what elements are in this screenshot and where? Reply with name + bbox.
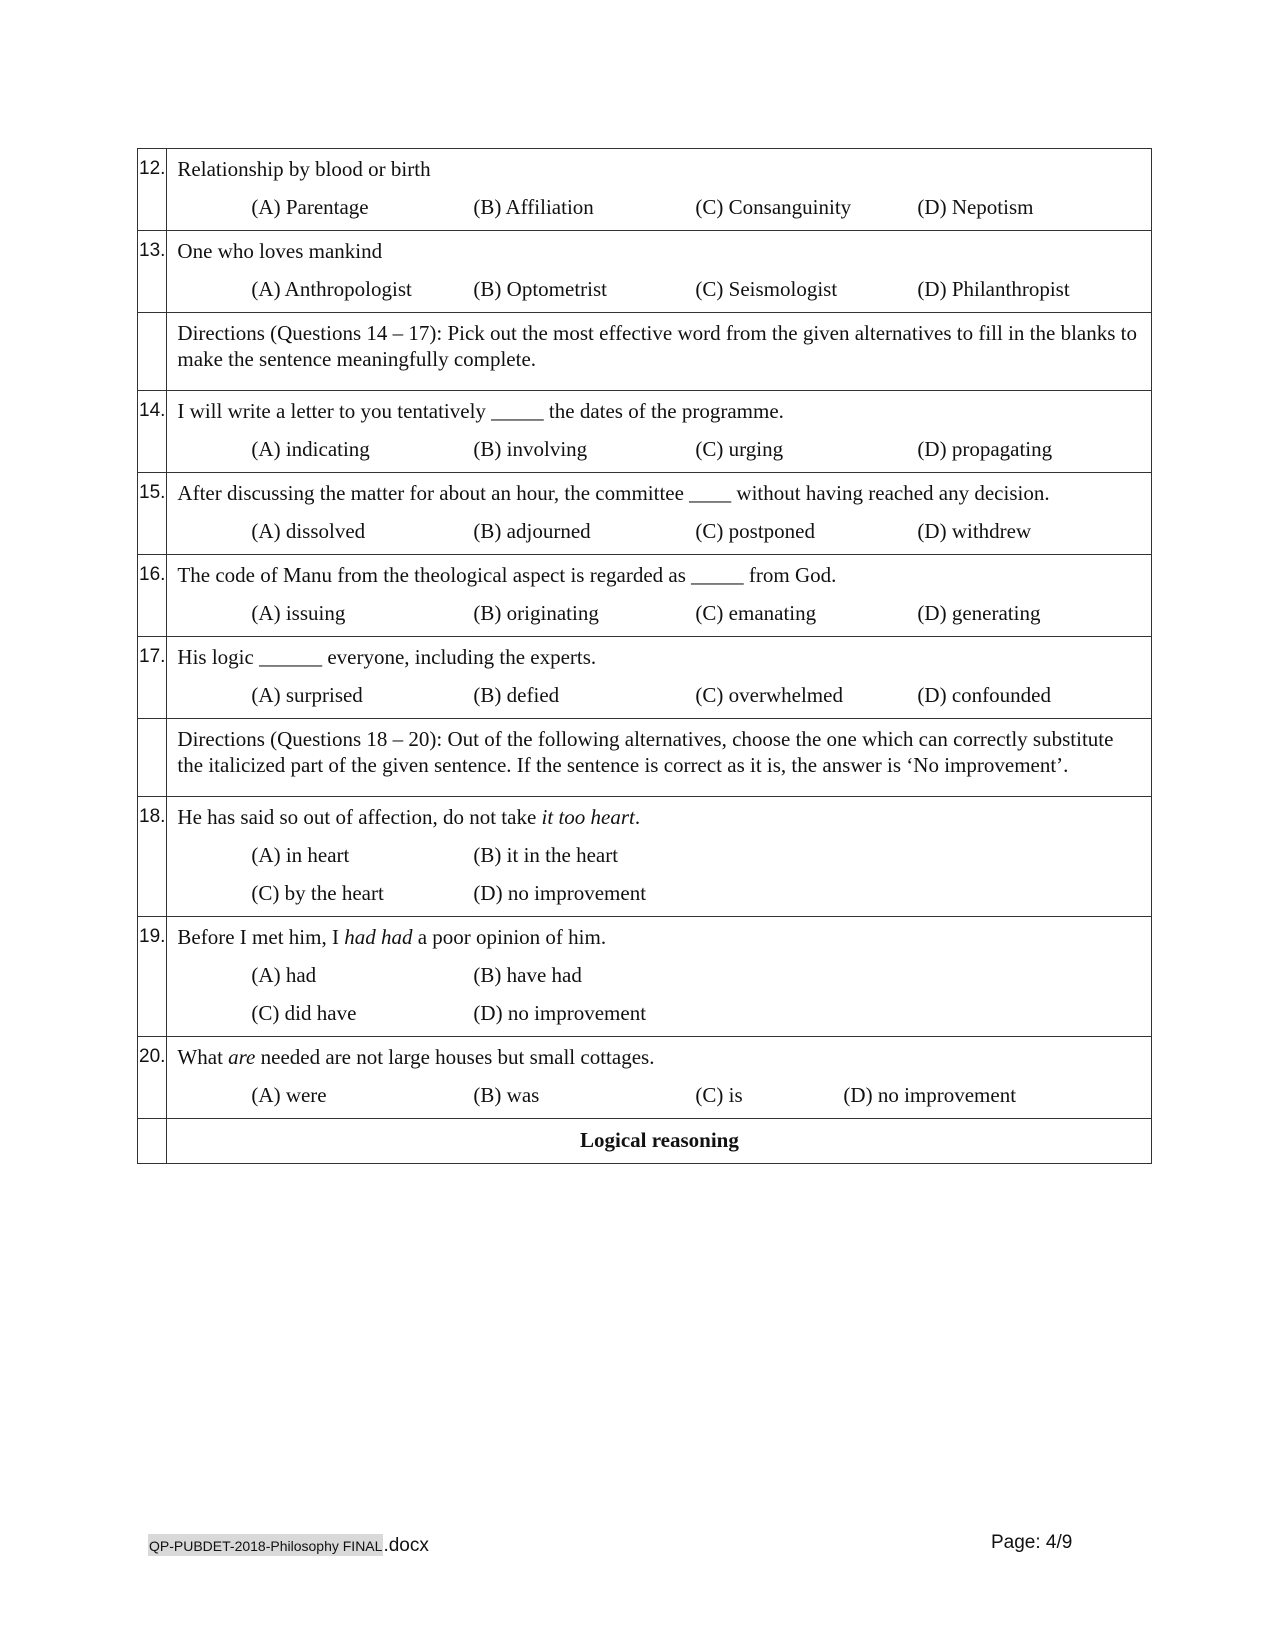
option-b: (B) originating bbox=[473, 601, 599, 625]
question-stem: His logic ______ everyone, including the experts. bbox=[177, 645, 597, 669]
option-d: (D) Philanthropist bbox=[917, 277, 1070, 301]
question-row-18 bbox=[138, 797, 1152, 917]
question-row-19 bbox=[138, 917, 1152, 1037]
question-row-20 bbox=[138, 1037, 1152, 1119]
option-a: (A) dissolved bbox=[251, 519, 366, 543]
option-d: (D) propagating bbox=[917, 437, 1053, 461]
question-row-14 bbox=[138, 391, 1152, 473]
stem-text: He has said so out of affection, do not take bbox=[177, 805, 542, 829]
option-d: (D) Nepotism bbox=[917, 195, 1034, 219]
option-d: (D) withdrew bbox=[917, 519, 1032, 543]
question-number: 13. bbox=[138, 231, 167, 313]
options bbox=[177, 842, 1139, 868]
question-table bbox=[137, 148, 1152, 1164]
italic-part: had had bbox=[344, 925, 413, 949]
option-d: (D) confounded bbox=[917, 683, 1051, 707]
question-number bbox=[138, 313, 167, 391]
option-c: (C) overwhelmed bbox=[695, 683, 843, 707]
question-stem: One who loves mankind bbox=[177, 239, 383, 263]
stem-text: a poor opinion of him. bbox=[412, 925, 607, 949]
options bbox=[177, 682, 1139, 708]
option-c: (C) postponed bbox=[695, 519, 815, 543]
options bbox=[177, 518, 1139, 544]
directions-text: Directions (Questions 14 – 17): Pick out the most effective word from the given alternatives to fill in the blanks to make the sentence meaningfully complete. bbox=[177, 321, 1138, 371]
question-row-12 bbox=[138, 149, 1152, 231]
stem-text: needed are not large houses but small cottages. bbox=[255, 1045, 655, 1069]
option-c: (C) did have bbox=[251, 1001, 357, 1025]
directions-row-18-20 bbox=[138, 719, 1152, 797]
option-b: (B) it in the heart bbox=[473, 843, 619, 867]
option-c: (C) emanating bbox=[695, 601, 817, 625]
option-a: (A) Parentage bbox=[251, 195, 369, 219]
directions-row-14-17 bbox=[138, 313, 1152, 391]
option-b: (B) involving bbox=[473, 437, 588, 461]
option-c: (C) Consanguinity bbox=[695, 195, 852, 219]
options bbox=[177, 1082, 1139, 1108]
option-a: (A) surprised bbox=[251, 683, 363, 707]
question-stem bbox=[177, 924, 1139, 950]
question-number: 19. bbox=[138, 917, 167, 1037]
option-b: (B) Affiliation bbox=[473, 195, 594, 219]
question-stem: After discussing the matter for about an hour, the committee ____ without having reached any decision. bbox=[177, 481, 1050, 505]
question-row-17 bbox=[138, 637, 1152, 719]
footer-filename bbox=[148, 1534, 429, 1560]
option-b: (B) Optometrist bbox=[473, 277, 607, 301]
options bbox=[177, 436, 1139, 462]
option-d: (D) no improvement bbox=[473, 1001, 647, 1025]
italic-part: are bbox=[228, 1045, 256, 1069]
options bbox=[177, 880, 1139, 906]
question-number: 12. bbox=[138, 149, 167, 231]
option-b: (B) was bbox=[473, 1083, 540, 1107]
filename-highlighted: QP-PUBDET-2018-Philosophy FINAL bbox=[148, 1534, 383, 1556]
option-c: (C) urging bbox=[695, 437, 784, 461]
question-stem bbox=[177, 1044, 1139, 1070]
question-stem: Relationship by blood or birth bbox=[177, 157, 431, 181]
page-number: Page: 4/9 bbox=[991, 1532, 1073, 1553]
question-row-15 bbox=[138, 473, 1152, 555]
option-c: (C) Seismologist bbox=[695, 277, 838, 301]
option-a: (A) had bbox=[251, 963, 317, 987]
option-b: (B) adjourned bbox=[473, 519, 591, 543]
option-a: (A) indicating bbox=[251, 437, 370, 461]
question-stem: The code of Manu from the theological aspect is regarded as _____ from God. bbox=[177, 563, 837, 587]
question-stem: I will write a letter to you tentatively _____ the dates of the programme. bbox=[177, 399, 784, 423]
options bbox=[177, 276, 1139, 302]
option-b: (B) defied bbox=[473, 683, 560, 707]
italic-part: it too heart bbox=[541, 805, 635, 829]
question-row-16 bbox=[138, 555, 1152, 637]
option-d: (D) no improvement bbox=[843, 1083, 1017, 1107]
option-d: (D) generating bbox=[917, 601, 1041, 625]
option-a: (A) issuing bbox=[251, 601, 346, 625]
stem-text: Before I met him, I bbox=[177, 925, 345, 949]
option-a: (A) in heart bbox=[251, 843, 350, 867]
question-number: 15. bbox=[138, 473, 167, 555]
option-c: (C) by the heart bbox=[251, 881, 384, 905]
option-a: (A) Anthropologist bbox=[251, 277, 412, 301]
filename-extension: .docx bbox=[383, 1535, 429, 1556]
option-b: (B) have had bbox=[473, 963, 582, 987]
stem-text: . bbox=[634, 805, 641, 829]
option-c: (C) is bbox=[695, 1083, 743, 1107]
directions-text: Directions (Questions 18 – 20): Out of the following alternatives, choose the one which can correctly substitute the italicized part of the given sentence. If the sentence is correct as it is, the answer is ‘No improvement’. bbox=[177, 727, 1114, 777]
options bbox=[177, 962, 1139, 988]
question-stem bbox=[177, 804, 1139, 830]
question-number: 14. bbox=[138, 391, 167, 473]
option-d: (D) no improvement bbox=[473, 881, 647, 905]
question-number: 17. bbox=[138, 637, 167, 719]
options bbox=[177, 600, 1139, 626]
section-heading-row bbox=[138, 1119, 1152, 1164]
question-number: 18. bbox=[138, 797, 167, 917]
question-number: 20. bbox=[138, 1037, 167, 1119]
options bbox=[177, 1000, 1139, 1026]
question-row-13 bbox=[138, 231, 1152, 313]
options bbox=[177, 194, 1139, 220]
stem-text: What bbox=[177, 1045, 229, 1069]
question-number: 16. bbox=[138, 555, 167, 637]
question-number bbox=[138, 719, 167, 797]
section-heading: Logical reasoning bbox=[167, 1119, 1152, 1164]
option-a: (A) were bbox=[251, 1083, 327, 1107]
